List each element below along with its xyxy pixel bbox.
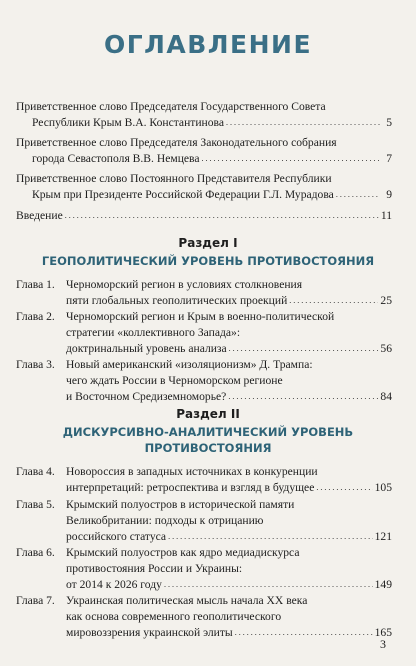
- page-ref: 84: [380, 390, 392, 403]
- chapter-label: Глава 2.: [16, 310, 55, 323]
- page-ref: 25: [380, 294, 392, 307]
- toc-chapter-6: [16, 545, 392, 593]
- page-ref: 5: [386, 116, 392, 129]
- page-ref: 165: [374, 626, 392, 639]
- entry-line: Черноморский регион и Крым в военно-политической: [66, 310, 335, 323]
- page-ref: 56: [380, 342, 392, 355]
- chapter-label: Глава 5.: [16, 498, 55, 511]
- entry-line: Крым при Президенте Российской Федерации Г.Л. Мурадова . . . 9: [16, 187, 392, 203]
- section-2-number: Раздел II: [176, 407, 240, 421]
- toc-entry-greeting-konstantinov: [16, 99, 392, 131]
- section-2-title-line: ПРОТИВОСТОЯНИЯ: [144, 441, 272, 455]
- entry-line: и Восточном Средиземноморье? . . . 84: [16, 389, 392, 405]
- page-ref: 149: [374, 578, 392, 591]
- page-title: ОГЛАВЛЕНИЕ: [103, 30, 313, 59]
- toc-chapter-5: [16, 497, 392, 545]
- entry-line: чего ждать России в Черноморском регионе: [66, 374, 283, 387]
- section-1-number: Раздел I: [178, 236, 238, 250]
- entry-line: города Севастополя В.В. Немцева . . . 7: [16, 151, 392, 167]
- entry-line: от 2014 к 2026 году . . . 149: [16, 577, 392, 593]
- entry-line: Введение . . . 11: [16, 208, 392, 224]
- entry-line: мировоззрения украинской элиты . . . 165: [16, 625, 392, 641]
- entry-line: интерпретаций: ретроспектива и взгляд в будущее . . . 105: [16, 480, 392, 496]
- entry-line: Великобритании: подходы к отрицанию: [66, 514, 264, 527]
- chapter-label: Глава 3.: [16, 358, 55, 371]
- entry-line: Новый американский «изоляционизм» Д. Трампа:: [66, 358, 313, 371]
- entry-line: Новороссия в западных источниках в конкуренции: [66, 465, 318, 478]
- chapter-label: Глава 6.: [16, 546, 55, 559]
- toc-chapter-3: [16, 357, 392, 405]
- entry-line: Приветственное слово Председателя Законодательного собрания: [16, 136, 337, 149]
- entry-line: Украинская политическая мысль начала XX века: [66, 594, 308, 607]
- toc-chapter-2: [16, 309, 392, 357]
- page-ref: 9: [386, 188, 392, 201]
- section-1-title: ГЕОПОЛИТИЧЕСКИЙ УРОВЕНЬ ПРОТИВОСТОЯНИЯ: [41, 254, 375, 268]
- toc-entry-greeting-nemtsev: [16, 135, 392, 167]
- chapter-label: Глава 4.: [16, 465, 55, 478]
- entry-line: российского статуса . . . 121: [16, 529, 392, 545]
- entry-line: Приветственное слово Постоянного Представителя Республики: [16, 172, 332, 185]
- toc-chapter-7: [16, 593, 392, 641]
- entry-line: Республики Крым В.А. Константинова . . . 5: [16, 115, 392, 131]
- section-2-title-line: ДИСКУРСИВНО-АНАЛИТИЧЕСКИЙ УРОВЕНЬ: [62, 425, 354, 439]
- page-ref: 11: [380, 209, 392, 222]
- page-ref: 7: [386, 152, 392, 165]
- entry-line: Крымский полуостров в исторической памяти: [66, 498, 295, 511]
- entry-line: стратегии «коллективного Запада»:: [66, 326, 241, 339]
- toc-entry-greeting-muradov: [16, 171, 392, 203]
- entry-line: как основа современного геополитического: [66, 610, 282, 623]
- entry-line: пяти глобальных геополитических проекций . . . 25: [16, 293, 392, 309]
- section-2-title: [16, 424, 400, 456]
- toc-entry-introduction: [16, 208, 392, 224]
- chapter-label: Глава 1.: [16, 278, 55, 291]
- toc-chapter-4: [16, 464, 392, 496]
- entry-line: Приветственное слово Председателя Государственного Совета: [16, 100, 326, 113]
- toc-chapter-1: [16, 277, 392, 309]
- entry-line: Черноморский регион в условиях столкновения: [66, 278, 303, 291]
- chapter-label: Глава 7.: [16, 594, 55, 607]
- page-number: 3: [380, 637, 386, 651]
- page-ref: 121: [374, 530, 392, 543]
- page-ref: 105: [374, 481, 392, 494]
- entry-line: Крымский полуостров как ядро медиадискурса: [66, 546, 300, 559]
- entry-line: противостояния России и Украины:: [66, 562, 243, 575]
- entry-line: доктринальный уровень анализа . . . 56: [16, 341, 392, 357]
